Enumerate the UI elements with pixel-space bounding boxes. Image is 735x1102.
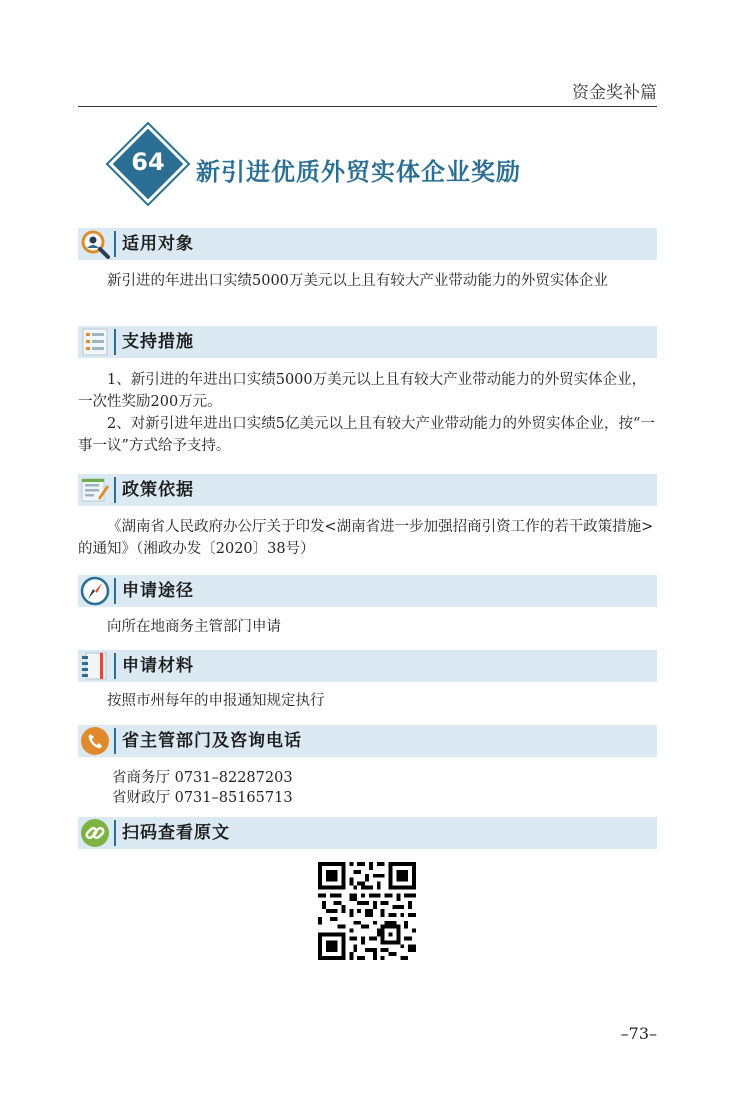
section-divider	[114, 820, 116, 846]
contact-commerce: 省商务厅 0731–82287203	[112, 770, 293, 786]
compass-icon	[78, 575, 112, 607]
qr-code[interactable]	[318, 862, 416, 960]
measure-item-2: 2、对新引进年进出口实绩5亿美元以上且有较大产业带动能力的外贸实体企业，按“一事一议”方式给予支持。	[78, 416, 655, 454]
header-divider	[78, 106, 657, 107]
section-header-application-channel	[78, 575, 657, 607]
section-header-measures	[78, 326, 657, 358]
section-divider	[114, 329, 116, 355]
section-divider	[114, 477, 116, 503]
notebook-icon	[78, 650, 112, 682]
measure-item-1: 1、新引进的年进出口实绩5000万美元以上且有较大产业带动能力的外贸实体企业，一次性奖励200万元。	[78, 372, 647, 410]
section-title: 申请材料	[122, 656, 194, 676]
application-channel-text: 向所在地商务主管部门申请	[107, 619, 281, 635]
page-title: 新引进优质外贸实体企业奖励	[196, 158, 521, 186]
section-header-eligibility	[78, 228, 657, 260]
section-header-policy-basis	[78, 474, 657, 506]
list-icon	[78, 326, 112, 358]
section-title: 适用对象	[122, 234, 194, 254]
section-title: 申请途径	[122, 581, 194, 601]
section-divider	[114, 231, 116, 257]
page-number: –73–	[620, 1024, 657, 1043]
materials-text: 按照市州每年的申报通知规定执行	[107, 693, 325, 709]
section-title: 扫码查看原文	[122, 823, 230, 843]
section-title: 政策依据	[122, 480, 194, 500]
section-title: 支持措施	[122, 332, 194, 352]
contact-finance: 省财政厅 0731–85165713	[112, 790, 293, 806]
section-header-scan-code	[78, 817, 657, 849]
search-person-icon	[78, 228, 112, 260]
section-header-materials	[78, 650, 657, 682]
eligibility-text: 新引进的年进出口实绩5000万美元以上且有较大产业带动能力的外贸实体企业	[107, 273, 608, 289]
document-pen-icon	[78, 474, 112, 506]
section-category-label: 资金奖补篇	[572, 83, 657, 103]
section-divider	[114, 728, 116, 754]
section-title: 省主管部门及咨询电话	[122, 731, 302, 751]
section-divider	[114, 653, 116, 679]
policy-number: 64	[131, 148, 165, 176]
link-icon	[78, 817, 112, 849]
policy-basis-text: 《湖南省人民政府办公厅关于印发<湖南省进一步加强招商引资工作的若干政策措施>的通知》（湘政办发〔2020〕38号）	[78, 519, 654, 557]
section-header-contacts	[78, 725, 657, 757]
section-divider	[114, 578, 116, 604]
phone-icon	[78, 725, 112, 757]
